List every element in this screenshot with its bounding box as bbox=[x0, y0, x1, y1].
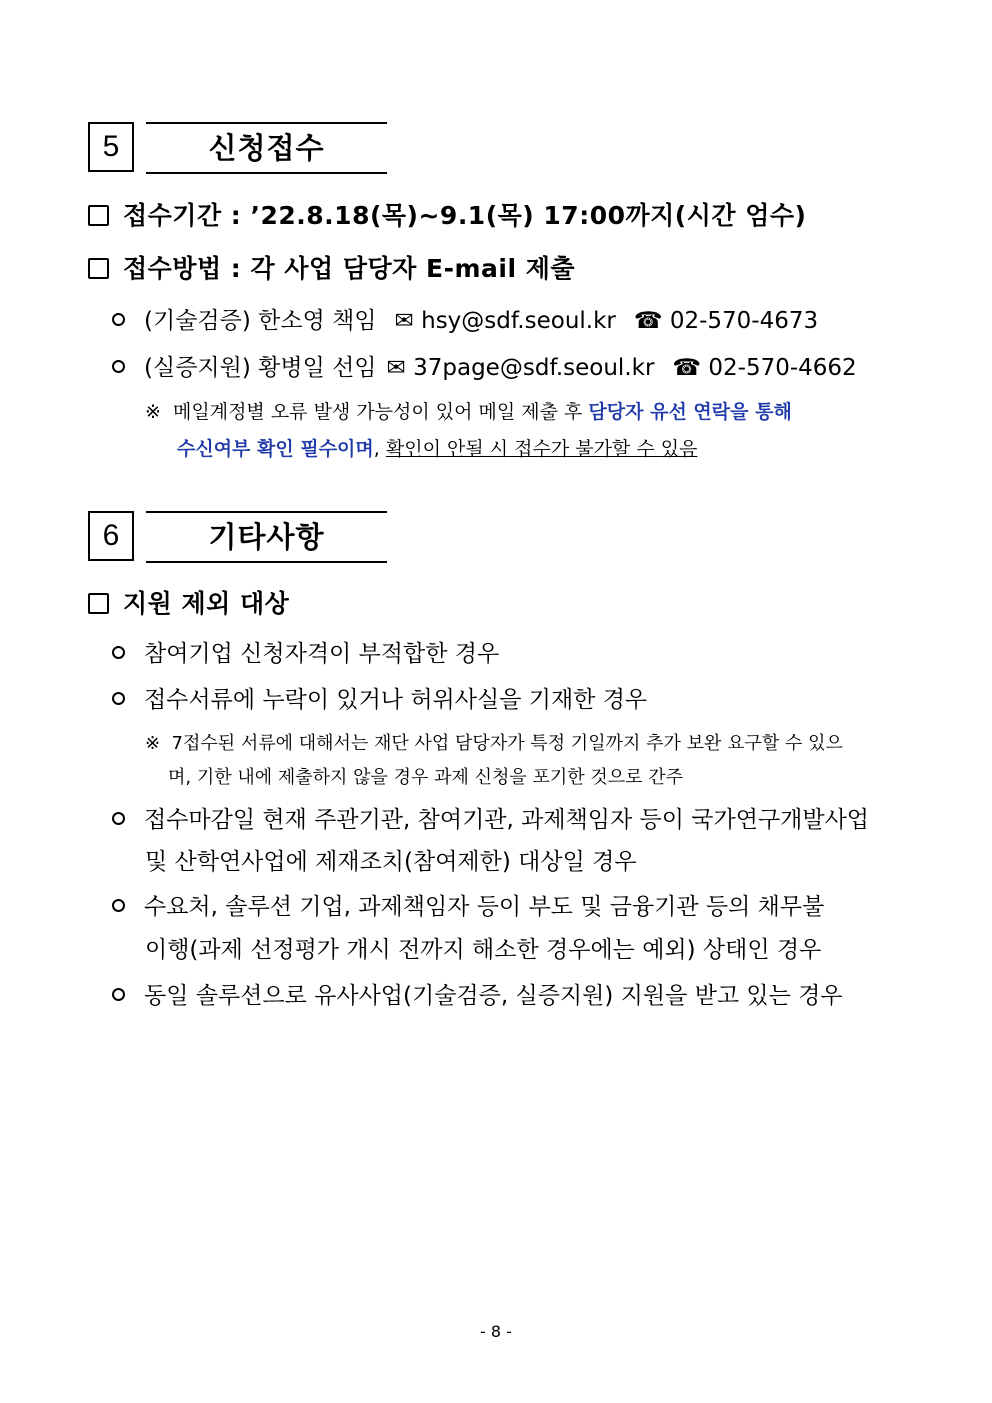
section-6-note-line-2: 며, 기한 내에 제출하지 않을 경우 과제 신청을 포기한 것으로 간주 bbox=[168, 767, 684, 788]
section-5-item-period: 접수기간 : ’22.8.18(목)~9.1(목) 17:00까지(시간 엄수) bbox=[88, 196, 806, 232]
checkbox-square-icon bbox=[88, 258, 109, 279]
circle-bullet-icon bbox=[112, 313, 125, 326]
phone-icon: ☎ bbox=[633, 308, 663, 334]
contact-phone: 02-570-4662 bbox=[708, 355, 857, 381]
phone-icon: ☎ bbox=[672, 355, 702, 381]
exclusion-item: 접수마감일 현재 주관기관, 참여기관, 과제책임자 등이 국가연구개발사업 bbox=[112, 801, 869, 834]
exclusion-item: 동일 솔루션으로 유사사업(기술검증, 실증지원) 지원을 받고 있는 경우 bbox=[112, 977, 843, 1010]
exclusion-item: 접수서류에 누락이 있거나 허위사실을 기재한 경우 bbox=[112, 681, 647, 714]
contact-label: (실증지원) 황병일 선임 bbox=[144, 355, 377, 381]
checkbox-square-icon bbox=[88, 205, 109, 226]
section-5-header bbox=[88, 122, 388, 174]
circle-bullet-icon bbox=[112, 899, 125, 912]
section-6-heading: 지원 제외 대상 bbox=[88, 584, 289, 620]
section-5-item-method: 접수방법 : 각 사업 담당자 E-mail 제출 bbox=[88, 249, 575, 285]
contact-label: (기술검증) 한소영 책임 bbox=[144, 308, 377, 334]
circle-bullet-icon bbox=[112, 812, 125, 825]
contact-email[interactable]: hsy@sdf.seoul.kr bbox=[421, 308, 616, 334]
circle-bullet-icon bbox=[112, 646, 125, 659]
contact-row bbox=[112, 302, 818, 335]
contact-phone: 02-570-4673 bbox=[669, 308, 819, 334]
section-5-note-line-2: 수신여부 확인 필수이며, 확인이 안될 시 접수가 불가할 수 있음 bbox=[177, 438, 698, 460]
section-title: 신청접수 bbox=[146, 122, 387, 174]
contact-email[interactable]: 37page@sdf.seoul.kr bbox=[413, 355, 655, 381]
mail-icon: ✉ bbox=[394, 308, 414, 334]
exclusion-item: 수요처, 솔루션 기업, 과제책임자 등이 부도 및 금융기관 등의 채무불 bbox=[112, 888, 824, 921]
section-6-note-line-1: ※ 7접수된 서류에 대해서는 재단 사업 담당자가 특정 기일까지 추가 보완 요구할 수 있으 bbox=[145, 733, 843, 754]
checkbox-square-icon bbox=[88, 593, 109, 614]
section-number: 5 bbox=[88, 122, 134, 172]
note-underlined: 확인이 안될 시 접수가 불가할 수 있음 bbox=[385, 438, 698, 460]
section-number: 6 bbox=[88, 511, 134, 561]
note-emphasis: 수신여부 확인 필수이며 bbox=[177, 438, 374, 460]
note-mark: ※ bbox=[145, 401, 161, 423]
note-emphasis: 담당자 유선 연락을 통해 bbox=[588, 401, 792, 423]
note-mark: ※ bbox=[145, 733, 161, 754]
exclusion-item-continued: 및 산학연사업에 제재조치(참여제한) 대상일 경우 bbox=[145, 849, 637, 875]
page-number: - 8 - bbox=[480, 1322, 512, 1341]
exclusion-item-continued: 이행(과제 선정평가 개시 전까지 해소한 경우에는 예외) 상태인 경우 bbox=[145, 937, 822, 963]
circle-bullet-icon bbox=[112, 988, 125, 1001]
section-6-header bbox=[88, 511, 388, 563]
exclusion-item: 참여기업 신청자격이 부적합한 경우 bbox=[112, 635, 499, 668]
circle-bullet-icon bbox=[112, 692, 125, 705]
section-title: 기타사항 bbox=[146, 511, 387, 563]
section-5-note-line-1: ※ 메일계정별 오류 발생 가능성이 있어 메일 제출 후 담당자 유선 연락을 통해 bbox=[145, 401, 792, 423]
contact-row bbox=[112, 349, 857, 382]
mail-icon: ✉ bbox=[386, 355, 406, 381]
circle-bullet-icon bbox=[112, 360, 125, 373]
